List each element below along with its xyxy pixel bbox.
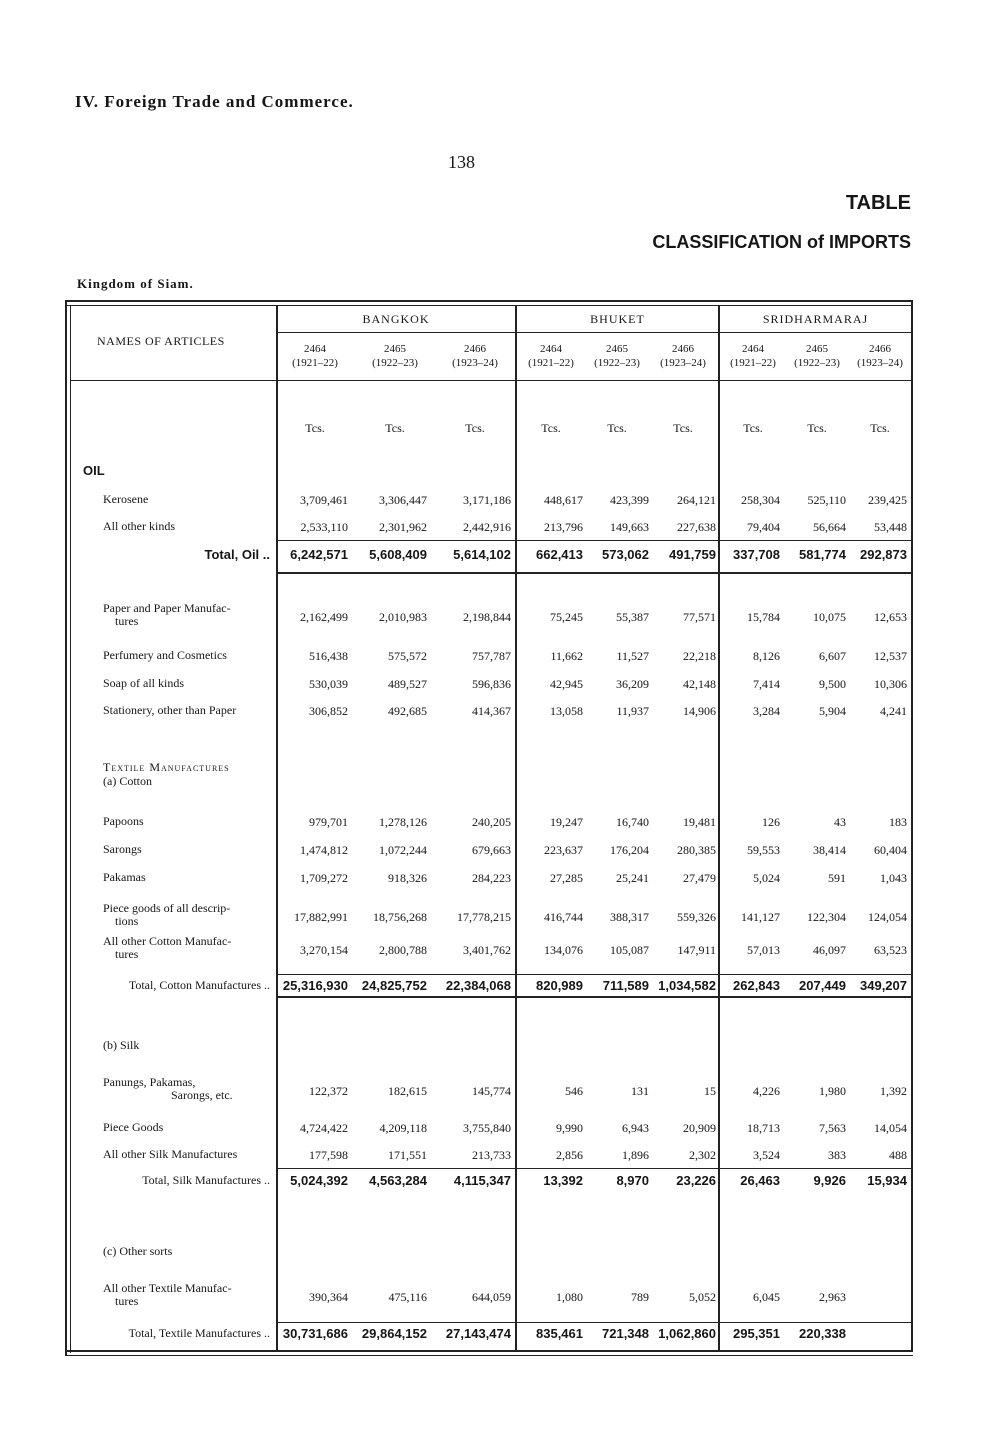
table-cell: 979,701 (309, 815, 348, 829)
table-cell: 20,909 (683, 1121, 716, 1135)
table-cell: 721,348 (602, 1326, 649, 1341)
table-cell: 22,384,068 (445, 978, 511, 993)
unit-header-bhuket-2465: Tcs. (607, 421, 627, 435)
table-cell: 15,934 (867, 1173, 907, 1188)
year-ce: (1921–22) (528, 357, 574, 369)
table-cell: 13,058 (550, 704, 583, 718)
table-cell: 240,205 (472, 815, 511, 829)
table-cell: 147,911 (677, 943, 716, 957)
table-cell: 11,527 (616, 649, 649, 663)
row-label: Kerosene (103, 492, 149, 506)
table-cell: 489,527 (388, 677, 427, 691)
table-cell: 573,062 (602, 547, 649, 562)
year-be: 2465 (806, 343, 828, 355)
table-cell: 3,306,447 (379, 493, 427, 507)
year-header-bhuket-2466 (647, 342, 719, 370)
table-cell: 264,121 (677, 493, 716, 507)
table-cell: 416,744 (544, 910, 583, 924)
section-title: IV. Foreign Trade and Commerce. (75, 92, 354, 111)
year-header-sridharmaraj-2465 (781, 342, 853, 370)
table-cell: 3,755,840 (463, 1121, 511, 1135)
table-cell: 383 (828, 1148, 846, 1162)
category-oil: OIL (83, 463, 105, 478)
table-cell: 644,059 (472, 1290, 511, 1304)
year-ce: (1923–24) (660, 357, 706, 369)
year-ce: (1923–24) (857, 357, 903, 369)
year-ce: (1922–23) (594, 357, 640, 369)
year-ce: (1923–24) (452, 357, 498, 369)
table-cell: 30,731,686 (282, 1326, 348, 1341)
table-cell: 63,523 (874, 943, 907, 957)
table-cell: 25,241 (616, 871, 649, 885)
row-label: Sarongs (103, 842, 142, 856)
table-cell: 26,463 (740, 1173, 780, 1188)
table-cell: 3,270,154 (300, 943, 348, 957)
row-label: All other Textile Manufac- tures (103, 1281, 232, 1308)
imports-table (65, 300, 913, 1355)
row-label: Soap of all kinds (103, 676, 184, 690)
year-be: 2466 (672, 343, 694, 355)
table-cell: 24,825,752 (361, 978, 427, 993)
table-cell: 918,326 (388, 871, 427, 885)
table-cell: 42,945 (550, 677, 583, 691)
year-be: 2466 (869, 343, 891, 355)
table-top-rule (65, 300, 913, 302)
table-bottom-rule-inner (65, 1355, 913, 1356)
unit-header-bangkok-2465: Tcs. (385, 421, 405, 435)
table-cell: 9,926 (813, 1173, 846, 1188)
table-cell: 789 (631, 1290, 649, 1304)
table-cell: 22,218 (683, 649, 716, 663)
table-cell: 56,664 (813, 520, 846, 534)
table-cell: 337,708 (733, 547, 780, 562)
category-other-sorts: (c) Other sorts (103, 1244, 173, 1258)
table-cell: 43 (834, 815, 846, 829)
year-be: 2464 (540, 343, 562, 355)
table-cell: 124,054 (868, 910, 907, 924)
table-cell: 6,242,571 (290, 547, 348, 562)
year-ce: (1922–23) (372, 357, 418, 369)
table-cell: 2,302 (689, 1148, 716, 1162)
table-cell: 19,247 (550, 815, 583, 829)
year-ce: (1921–22) (292, 357, 338, 369)
table-cell: 2,301,962 (379, 520, 427, 534)
table-cell: 1,709,272 (300, 871, 348, 885)
table-cell: 9,500 (819, 677, 846, 691)
cotton-total-rule-bottom (277, 996, 911, 998)
table-cell: 18,756,268 (373, 910, 427, 924)
table-cell: 530,039 (309, 677, 348, 691)
table-cell: 13,392 (543, 1173, 583, 1188)
table-cell: 12,537 (874, 649, 907, 663)
table-cell: 105,087 (610, 943, 649, 957)
table-cell: 3,401,762 (463, 943, 511, 957)
table-cell: 122,372 (309, 1084, 348, 1098)
year-header-sridharmaraj-2466 (844, 342, 916, 370)
table-cell: 1,062,860 (658, 1326, 716, 1341)
table-cell: 5,608,409 (369, 547, 427, 562)
row-label: Pakamas (103, 870, 146, 884)
col-rule-bhuket (515, 305, 517, 1350)
table-cell: 42,148 (683, 677, 716, 691)
col-rule-sridharmaraj (718, 305, 720, 1350)
table-cell: 757,787 (472, 649, 511, 663)
table-cell: 53,448 (874, 520, 907, 534)
table-cell: 575,572 (388, 649, 427, 663)
table-cell: 145,774 (472, 1084, 511, 1098)
row-label: Stationery, other than Paper (103, 703, 237, 717)
table-cell: 492,685 (388, 704, 427, 718)
year-be: 2464 (742, 343, 764, 355)
table-cell: 8,126 (753, 649, 780, 663)
row-label: Perfumery and Cosmetics (103, 648, 227, 662)
year-header-bangkok-2464 (279, 342, 351, 370)
table-cell: 2,162,499 (300, 610, 348, 624)
table-cell: 59,553 (747, 843, 780, 857)
table-cell: 141,127 (741, 910, 780, 924)
table-cell: 4,563,284 (369, 1173, 427, 1188)
table-cell: 292,873 (860, 547, 907, 562)
table-cell: 11,937 (616, 704, 649, 718)
table-cell: 16,740 (616, 815, 649, 829)
table-cell: 388,317 (610, 910, 649, 924)
table-cell: 38,414 (813, 843, 846, 857)
table-cell: 75,245 (550, 610, 583, 624)
table-cell: 8,970 (616, 1173, 649, 1188)
table-cell: 581,774 (799, 547, 846, 562)
table-cell: 3,171,186 (463, 493, 511, 507)
table-cell: 546 (565, 1084, 583, 1098)
row-label: Papoons (103, 814, 144, 828)
row-label: All other Silk Manufactures (103, 1147, 238, 1161)
table-cell: 223,637 (544, 843, 583, 857)
table-cell: 1,080 (556, 1290, 583, 1304)
table-cell: 559,326 (677, 910, 716, 924)
category-cotton: (a) Cotton (103, 774, 152, 788)
table-cell: 488 (889, 1148, 907, 1162)
table-cell: 29,864,152 (361, 1326, 427, 1341)
table-cell: 414,367 (472, 704, 511, 718)
table-cell: 27,143,474 (445, 1326, 511, 1341)
row-label: All other Cotton Manufac- tures (103, 934, 232, 961)
table-cell: 14,054 (874, 1121, 907, 1135)
unit-header-sridharmaraj-2466: Tcs. (870, 421, 890, 435)
names-header: NAMES OF ARTICLES (97, 334, 225, 348)
table-cell: 17,778,215 (457, 910, 511, 924)
region-underline (277, 332, 911, 333)
table-cell: 10,075 (813, 610, 846, 624)
row-label: Panungs, Pakamas, Sarongs, etc. (103, 1075, 233, 1102)
table-cell: 3,284 (753, 704, 780, 718)
kingdom-label: Kingdom of Siam. (77, 276, 194, 291)
row-label: Paper and Paper Manufac- tures (103, 601, 231, 628)
table-cell: 4,115,347 (453, 1173, 511, 1188)
table-cell: 6,607 (819, 649, 846, 663)
table-cell: 284,223 (472, 871, 511, 885)
year-header-bhuket-2465 (581, 342, 653, 370)
table-cell: 227,638 (677, 520, 716, 534)
table-cell: 122,304 (807, 910, 846, 924)
row-label: Total, Cotton Manufactures .. (128, 978, 270, 992)
textile-total-rule-top (277, 1322, 911, 1323)
table-cell: 679,663 (472, 843, 511, 857)
table-cell: 207,449 (799, 978, 846, 993)
table-cell: 516,438 (309, 649, 348, 663)
year-be: 2465 (606, 343, 628, 355)
region-sridharmaraj: SRIDHARMARAJ (762, 312, 869, 326)
region-bangkok: BANGKOK (362, 312, 430, 326)
table-cell: 14,906 (683, 704, 716, 718)
row-label: Piece Goods (103, 1120, 164, 1134)
table-cell: 12,653 (874, 610, 907, 624)
page-number: 138 (448, 152, 475, 172)
table-cell: 131 (631, 1084, 649, 1098)
table-cell: 6,045 (753, 1290, 780, 1304)
table-cell: 662,413 (536, 547, 583, 562)
row-label: Total, Textile Manufactures .. (128, 1326, 270, 1340)
table-cell: 835,461 (536, 1326, 583, 1341)
table-cell: 183 (889, 815, 907, 829)
table-cell: 525,110 (807, 493, 846, 507)
table-cell: 2,856 (556, 1148, 583, 1162)
table-cell: 306,852 (309, 704, 348, 718)
table-cell: 475,116 (388, 1290, 427, 1304)
year-ce: (1921–22) (730, 357, 776, 369)
year-be: 2466 (464, 343, 486, 355)
table-cell: 5,024,392 (290, 1173, 348, 1188)
table-cell: 3,524 (753, 1148, 780, 1162)
table-cell: 596,836 (472, 677, 511, 691)
table-cell: 711,589 (602, 978, 649, 993)
table-cell: 1,034,582 (658, 978, 716, 993)
table-cell: 1,392 (880, 1084, 907, 1098)
table-cell: 79,404 (747, 520, 780, 534)
year-header-bangkok-2465 (359, 342, 431, 370)
table-cell: 5,024 (753, 871, 780, 885)
table-cell: 295,351 (733, 1326, 780, 1341)
table-cell: 1,896 (622, 1148, 649, 1162)
table-cell: 820,989 (536, 978, 583, 993)
table-cell: 1,980 (819, 1084, 846, 1098)
table-cell: 7,414 (753, 677, 780, 691)
unit-header-bhuket-2464: Tcs. (541, 421, 561, 435)
table-cell: 6,943 (622, 1121, 649, 1135)
year-be: 2465 (384, 343, 406, 355)
table-cell: 213,733 (472, 1148, 511, 1162)
table-cell: 1,072,244 (379, 843, 427, 857)
year-header-bangkok-2466 (439, 342, 511, 370)
table-cell: 77,571 (683, 610, 716, 624)
silk-total-rule-top (277, 1168, 911, 1169)
table-cell: 262,843 (733, 978, 780, 993)
table-cell: 2,010,983 (379, 610, 427, 624)
table-cell: 17,882,991 (294, 910, 348, 924)
row-label: Total, Oil .. (204, 547, 270, 562)
table-cell: 171,551 (388, 1148, 427, 1162)
table-cell: 25,316,930 (282, 978, 348, 993)
table-cell: 126 (762, 815, 780, 829)
cotton-total-rule-top (277, 974, 911, 975)
table-cell: 213,796 (544, 520, 583, 534)
table-cell: 491,759 (669, 547, 716, 562)
table-bottom-rule (65, 1350, 913, 1352)
table-cell: 3,709,461 (300, 493, 348, 507)
table-left-rule (65, 300, 67, 1355)
table-cell: 11,662 (550, 649, 583, 663)
table-cell: 176,204 (610, 843, 649, 857)
table-cell: 10,306 (874, 677, 907, 691)
table-cell: 2,442,916 (463, 520, 511, 534)
oil-total-rule-bottom (277, 572, 911, 574)
table-cell: 1,278,126 (379, 815, 427, 829)
table-cell: 9,990 (556, 1121, 583, 1135)
table-cell: 134,076 (544, 943, 583, 957)
table-label: TABLE (845, 192, 911, 214)
row-label: All other kinds (103, 519, 175, 533)
table-cell: 258,304 (741, 493, 780, 507)
unit-header-bhuket-2466: Tcs. (673, 421, 693, 435)
table-cell: 4,209,118 (379, 1121, 427, 1135)
table-cell: 18,713 (747, 1121, 780, 1135)
table-right-rule (911, 300, 913, 1350)
table-cell: 27,285 (550, 871, 583, 885)
year-ce: (1922–23) (794, 357, 840, 369)
table-cell: 5,904 (819, 704, 846, 718)
table-cell: 19,481 (683, 815, 716, 829)
table-cell: 448,617 (544, 493, 583, 507)
oil-total-rule-top (277, 540, 911, 541)
table-cell: 149,663 (610, 520, 649, 534)
table-cell: 4,241 (880, 704, 907, 718)
table-cell: 4,724,422 (300, 1121, 348, 1135)
table-cell: 591 (828, 871, 846, 885)
table-cell: 423,399 (610, 493, 649, 507)
table-cell: 5,052 (689, 1290, 716, 1304)
table-top-rule-inner (65, 305, 913, 306)
table-cell: 390,364 (309, 1290, 348, 1304)
table-cell: 55,387 (616, 610, 649, 624)
table-cell: 349,207 (860, 978, 907, 993)
category-silk: (b) Silk (103, 1038, 140, 1052)
table-cell: 220,338 (799, 1326, 846, 1341)
unit-header-sridharmaraj-2464: Tcs. (743, 421, 763, 435)
table-cell: 2,198,844 (463, 610, 511, 624)
unit-header-bangkok-2466: Tcs. (465, 421, 485, 435)
table-cell: 2,533,110 (300, 520, 348, 534)
table-cell: 280,385 (677, 843, 716, 857)
table-cell: 1,043 (880, 871, 907, 885)
row-label: Total, Silk Manufactures .. (142, 1173, 270, 1187)
table-left-rule-inner (70, 305, 71, 1353)
table-cell: 57,013 (747, 943, 780, 957)
table-cell: 36,209 (616, 677, 649, 691)
table-cell: 27,479 (683, 871, 716, 885)
category-textile: Textile Manufactures (103, 760, 230, 774)
table-cell: 23,226 (676, 1173, 716, 1188)
table-cell: 5,614,102 (453, 547, 511, 562)
year-header-sridharmaraj-2464 (717, 342, 789, 370)
table-cell: 1,474,812 (300, 843, 348, 857)
table-cell: 182,615 (388, 1084, 427, 1098)
row-label: Piece goods of all descrip- tions (103, 901, 231, 928)
table-cell: 4,226 (753, 1084, 780, 1098)
unit-header-bangkok-2464: Tcs. (305, 421, 325, 435)
unit-header-sridharmaraj-2465: Tcs. (807, 421, 827, 435)
table-cell: 15,784 (747, 610, 780, 624)
table-cell: 60,404 (874, 843, 907, 857)
col-rule-bangkok (276, 305, 278, 1350)
region-bhuket: BHUKET (590, 312, 645, 326)
header-rule (71, 380, 911, 381)
table-cell: 15 (704, 1084, 716, 1098)
year-be: 2464 (304, 343, 326, 355)
table-cell: 239,425 (868, 493, 907, 507)
table-cell: 2,800,788 (379, 943, 427, 957)
table-cell: 7,563 (819, 1121, 846, 1135)
table-title: CLASSIFICATION of IMPORTS (652, 232, 911, 252)
table-cell: 177,598 (309, 1148, 348, 1162)
table-cell: 2,963 (819, 1290, 846, 1304)
table-cell: 46,097 (813, 943, 846, 957)
year-header-bhuket-2464 (515, 342, 587, 370)
